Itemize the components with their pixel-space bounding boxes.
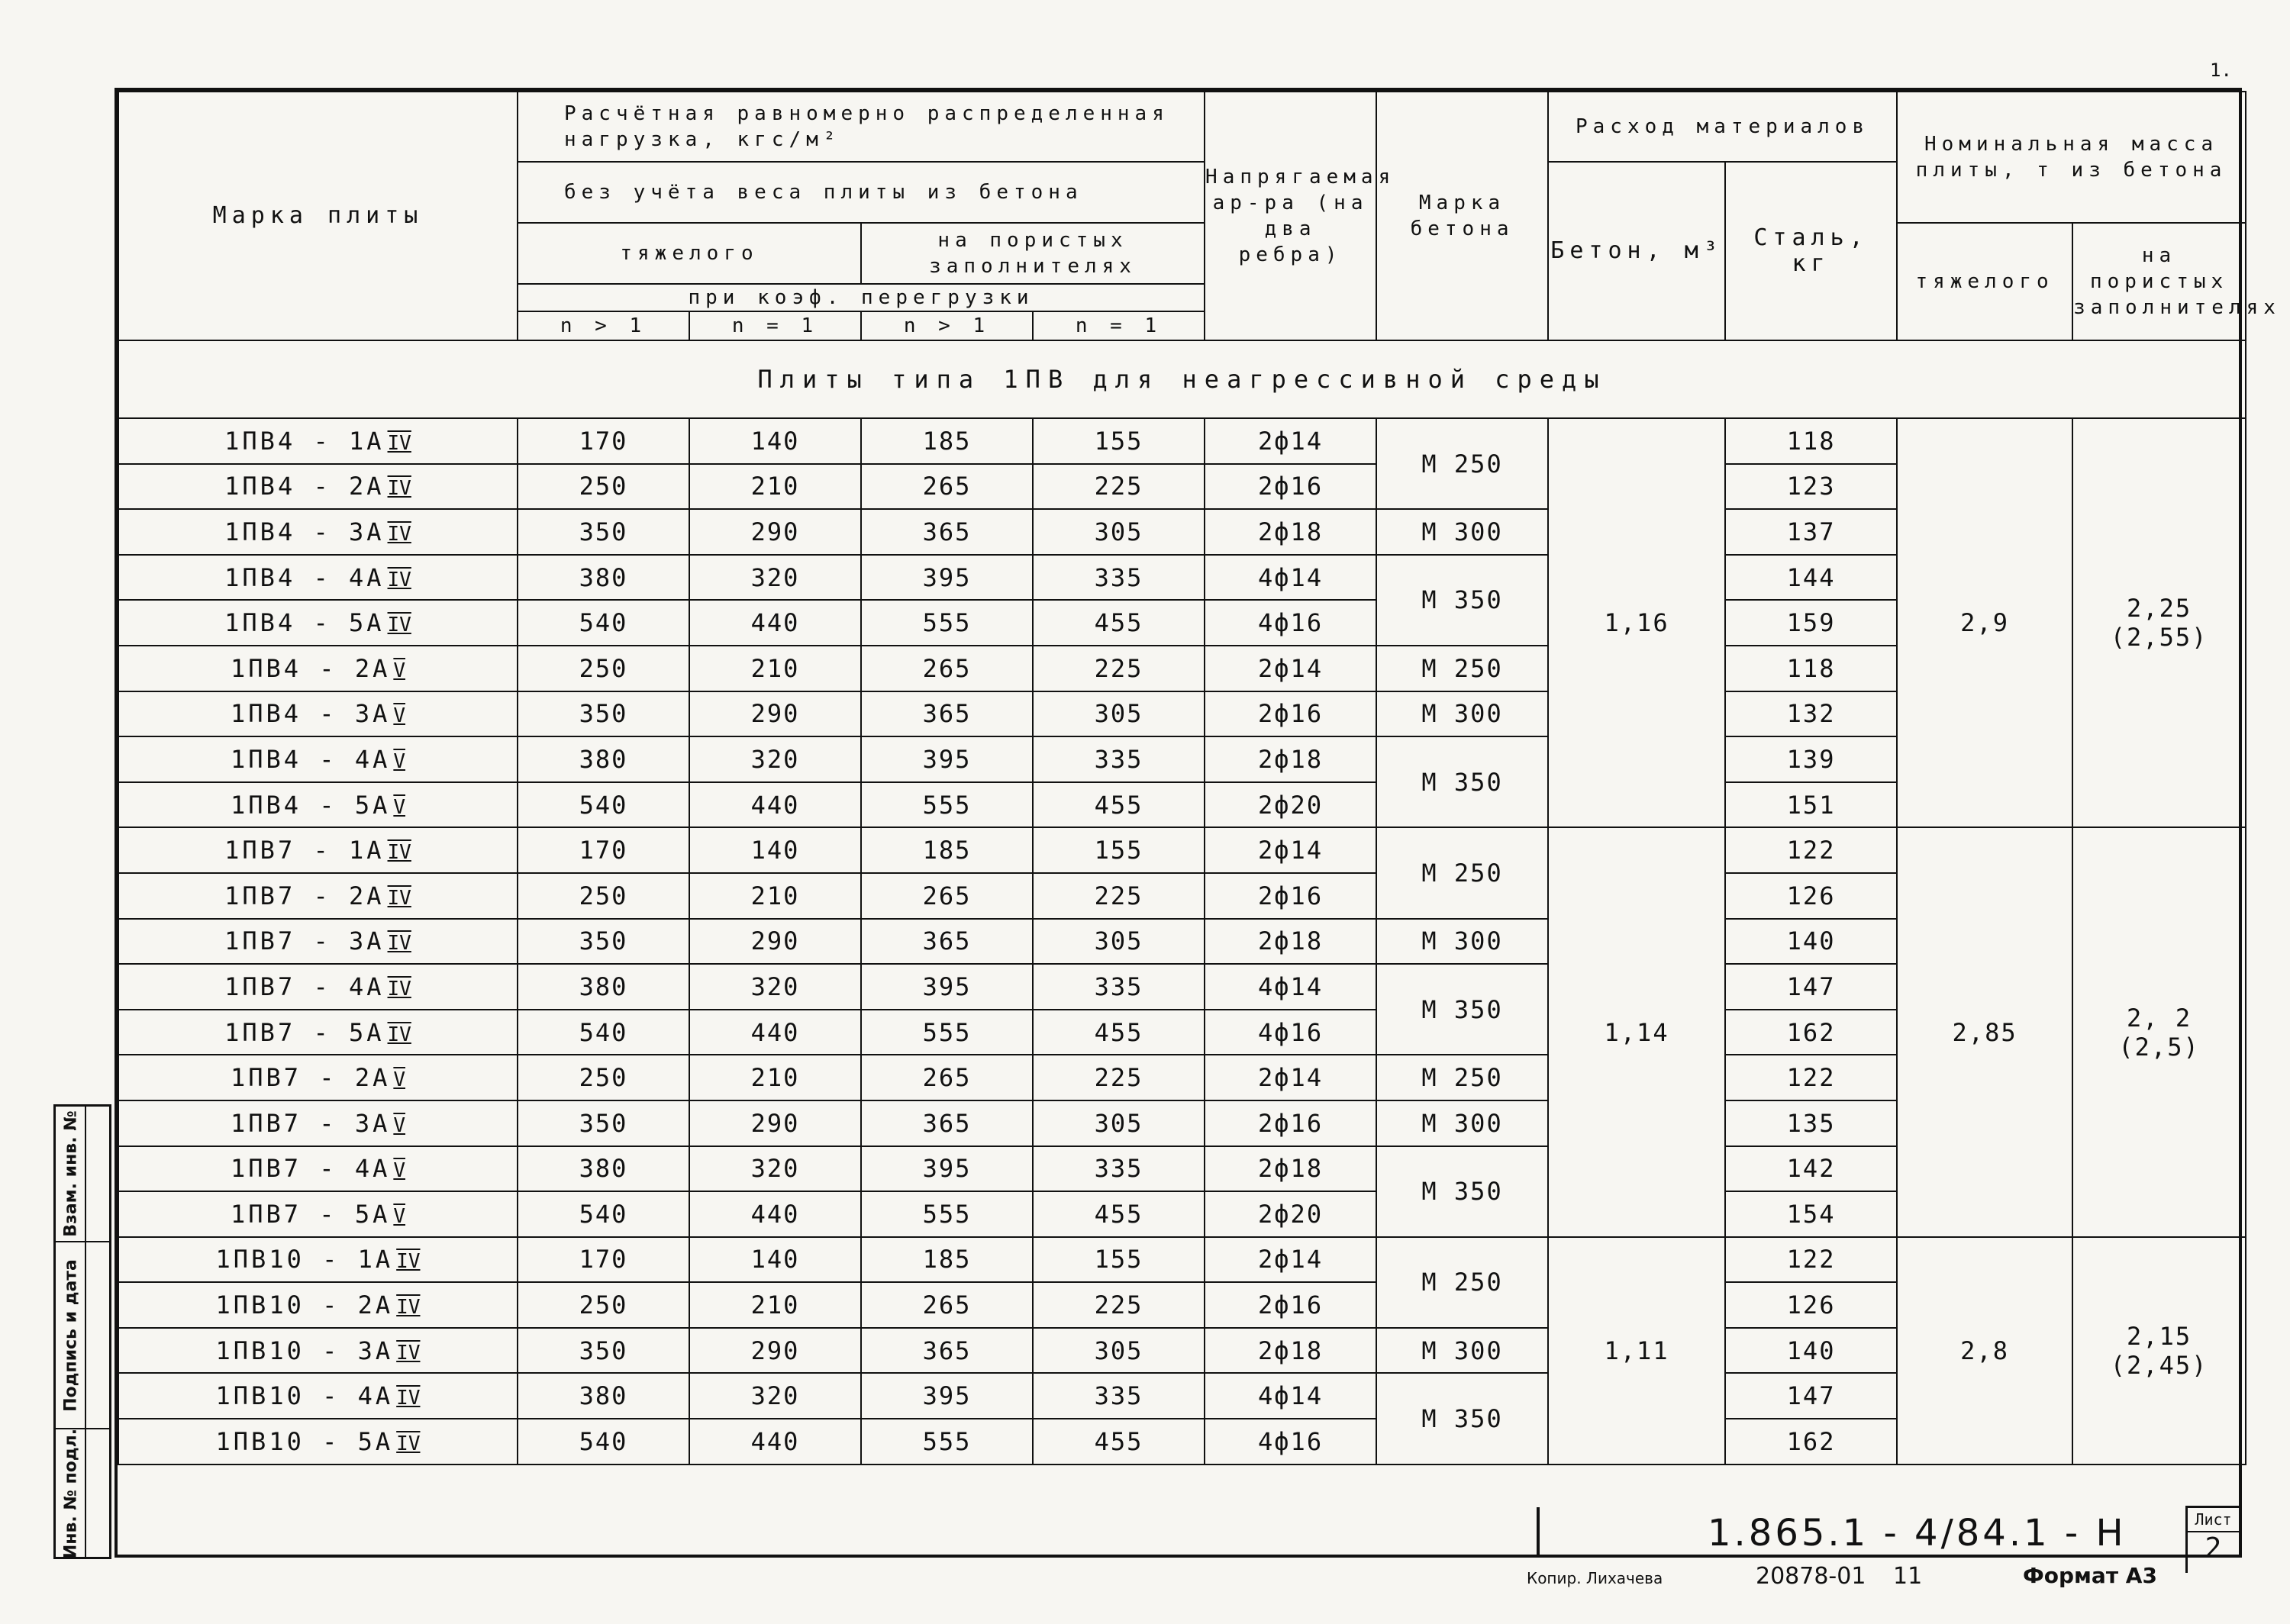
- plate-mark: [118, 509, 518, 555]
- mass-porous-alt: (2,55): [2110, 623, 2208, 652]
- load-porous-n-eq1: 335: [1033, 1373, 1205, 1419]
- steel-class: IV: [387, 568, 411, 591]
- load-heavy-n-gt1: 380: [518, 555, 689, 601]
- concrete-grade: М 300: [1376, 691, 1548, 737]
- footer-num: 11: [1893, 1563, 1923, 1590]
- steel-class: V: [393, 1159, 406, 1183]
- load-heavy-n-eq1: 210: [689, 1055, 861, 1100]
- mass-porous: [2072, 827, 2246, 1236]
- load-heavy-n-gt1: 350: [518, 691, 689, 737]
- steel-class: IV: [387, 932, 411, 955]
- load-porous-n-eq1: 335: [1033, 555, 1205, 601]
- load-porous-n-gt1: 555: [861, 600, 1033, 646]
- approval-sidebar: [53, 1104, 111, 1559]
- load-porous-n-gt1: 365: [861, 919, 1033, 965]
- load-heavy-n-eq1: 210: [689, 873, 861, 919]
- load-porous-n-gt1: 365: [861, 1328, 1033, 1374]
- load-porous-n-eq1: 305: [1033, 691, 1205, 737]
- steel-mass: 118: [1725, 418, 1897, 464]
- rebar: 2ф18: [1205, 1328, 1376, 1374]
- rebar: 2ф16: [1205, 691, 1376, 737]
- steel-class: V: [393, 1204, 406, 1228]
- steel-mass: 151: [1725, 782, 1897, 828]
- mass-porous-value: 2, 2: [2127, 1003, 2192, 1033]
- load-porous-n-gt1: 185: [861, 418, 1033, 464]
- col-header-marka: Марка плиты: [118, 92, 518, 340]
- load-heavy-n-eq1: 290: [689, 919, 861, 965]
- plate-mark-text: 1ПВ4 - 2А: [230, 653, 391, 683]
- steel-class: IV: [387, 841, 411, 865]
- steel-class: IV: [396, 1296, 421, 1320]
- steel-mass: 126: [1725, 873, 1897, 919]
- load-porous-n-gt1: 555: [861, 1419, 1033, 1464]
- steel-mass: 140: [1725, 919, 1897, 965]
- load-porous-n-gt1: 265: [861, 646, 1033, 691]
- plate-mark-text: 1ПВ10 - 3А: [215, 1336, 394, 1365]
- load-porous-n-eq1: 335: [1033, 964, 1205, 1010]
- load-porous-n-gt1: 395: [861, 964, 1033, 1010]
- plate-mark: [118, 736, 518, 782]
- plate-mark-text: 1ПВ4 - 5А: [224, 608, 385, 638]
- steel-mass: 126: [1725, 1282, 1897, 1328]
- load-porous-n-eq1: 455: [1033, 782, 1205, 828]
- load-heavy-n-eq1: 440: [689, 1191, 861, 1237]
- load-porous-n-gt1: 555: [861, 1010, 1033, 1055]
- col-header-steel: Сталь, кг: [1725, 162, 1897, 340]
- plate-mark-text: 1ПВ7 - 4А: [230, 1154, 391, 1184]
- col-header-coef: при коэф. перегрузки: [518, 284, 1205, 311]
- load-porous-n-gt1: 395: [861, 1373, 1033, 1419]
- load-porous-n-eq1: 455: [1033, 1191, 1205, 1237]
- mass-porous-alt: (2,5): [2118, 1032, 2200, 1062]
- load-heavy-n-gt1: 540: [518, 782, 689, 828]
- concrete-grade: М 250: [1376, 1237, 1548, 1328]
- table-row: [118, 418, 2246, 464]
- load-heavy-n-eq1: 210: [689, 646, 861, 691]
- load-heavy-n-gt1: 540: [518, 1419, 689, 1464]
- rebar: 2ф14: [1205, 827, 1376, 873]
- slab-spec-table: [118, 91, 2281, 1465]
- rebar: 2ф16: [1205, 1100, 1376, 1146]
- load-heavy-n-gt1: 350: [518, 1100, 689, 1146]
- load-porous-n-eq1: 335: [1033, 1146, 1205, 1192]
- footer-format: Формат А3: [2023, 1563, 2157, 1588]
- load-heavy-n-gt1: 350: [518, 509, 689, 555]
- plate-mark: [118, 1373, 518, 1419]
- steel-class: IV: [396, 1432, 421, 1455]
- sidebar-cell-inv: [56, 1428, 109, 1558]
- steel-mass: 132: [1725, 691, 1897, 737]
- plate-mark: [118, 1055, 518, 1100]
- mass-heavy: 2,8: [1897, 1237, 2072, 1464]
- load-heavy-n-gt1: 380: [518, 736, 689, 782]
- plate-mark-text: 1ПВ4 - 2А: [224, 472, 385, 501]
- rebar: 2ф16: [1205, 873, 1376, 919]
- steel-class: V: [393, 659, 406, 682]
- load-porous-n-gt1: 365: [861, 691, 1033, 737]
- sheet-number: 2: [2205, 1532, 2222, 1564]
- load-porous-n-eq1: 305: [1033, 1100, 1205, 1146]
- footer: [1527, 1563, 2214, 1593]
- sheet-label: Лист: [2188, 1508, 2239, 1532]
- plate-mark-text: 1ПВ10 - 2А: [215, 1290, 394, 1320]
- concrete-grade: М 250: [1376, 1055, 1548, 1100]
- load-porous-n-eq1: 155: [1033, 418, 1205, 464]
- col-header-concrete: Бетон, м³: [1548, 162, 1725, 340]
- steel-class: IV: [387, 477, 411, 501]
- col-header-load-sub: без учёта веса плиты из бетона: [518, 162, 1205, 223]
- load-porous-n-gt1: 185: [861, 1237, 1033, 1283]
- plate-mark: [118, 1237, 518, 1283]
- load-heavy-n-gt1: 250: [518, 464, 689, 510]
- load-heavy-n-gt1: 170: [518, 418, 689, 464]
- plate-mark: [118, 1191, 518, 1237]
- plate-mark: [118, 964, 518, 1010]
- plate-mark: [118, 1328, 518, 1374]
- table-row: [118, 827, 2246, 873]
- steel-class: V: [393, 795, 406, 819]
- load-heavy-n-eq1: 440: [689, 600, 861, 646]
- plate-mark: [118, 782, 518, 828]
- load-heavy-n-eq1: 140: [689, 1237, 861, 1283]
- plate-mark: [118, 464, 518, 510]
- plate-mark: [118, 646, 518, 691]
- steel-class: IV: [396, 1387, 421, 1410]
- load-porous-n-gt1: 265: [861, 464, 1033, 510]
- steel-class: V: [393, 1113, 406, 1137]
- rebar: 2ф14: [1205, 418, 1376, 464]
- load-heavy-n-eq1: 210: [689, 1282, 861, 1328]
- col-header-grade: Марка бетона: [1376, 92, 1548, 340]
- steel-class: IV: [387, 614, 411, 637]
- load-porous-n-eq1: 225: [1033, 646, 1205, 691]
- plate-mark-text: 1ПВ7 - 3А: [224, 926, 385, 956]
- mass-porous-alt: (2,45): [2110, 1350, 2208, 1380]
- rebar: 2ф20: [1205, 782, 1376, 828]
- rebar: 2ф16: [1205, 464, 1376, 510]
- load-heavy-n-eq1: 290: [689, 1328, 861, 1374]
- load-porous-n-eq1: 225: [1033, 1282, 1205, 1328]
- steel-mass: 147: [1725, 1373, 1897, 1419]
- doc-number-box: [1537, 1507, 2239, 1564]
- plate-mark-text: 1ПВ4 - 4А: [230, 744, 391, 774]
- plate-mark-text: 1ПВ4 - 4А: [224, 562, 385, 592]
- rebar: 2ф14: [1205, 646, 1376, 691]
- steel-class: IV: [387, 886, 411, 910]
- steel-class: IV: [387, 431, 411, 455]
- mass-heavy: 2,9: [1897, 418, 2072, 827]
- steel-mass: 154: [1725, 1191, 1897, 1237]
- load-heavy-n-eq1: 290: [689, 509, 861, 555]
- drawing-sheet: [114, 88, 2281, 1564]
- col-header-mass-porous: на пористых заполнителях: [2072, 223, 2246, 340]
- rebar: 2ф14: [1205, 1237, 1376, 1283]
- concrete-grade: М 350: [1376, 1146, 1548, 1237]
- concrete-grade: М 300: [1376, 509, 1548, 555]
- load-porous-n-eq1: 335: [1033, 736, 1205, 782]
- plate-mark: [118, 418, 518, 464]
- steel-mass: 162: [1725, 1010, 1897, 1055]
- plate-mark: [118, 1010, 518, 1055]
- load-heavy-n-gt1: 250: [518, 873, 689, 919]
- plate-mark-text: 1ПВ7 - 2А: [230, 1063, 391, 1093]
- load-porous-n-eq1: 455: [1033, 1010, 1205, 1055]
- load-heavy-n-gt1: 250: [518, 1282, 689, 1328]
- load-heavy-n-gt1: 170: [518, 1237, 689, 1283]
- concrete-grade: М 350: [1376, 1373, 1548, 1464]
- col-header-rebar: Напрягаемая ар-ра (на два ребра): [1205, 92, 1376, 340]
- sidebar-label-podpis: Подпись и дата: [61, 1258, 81, 1412]
- mass-porous-value: 2,25: [2127, 594, 2192, 624]
- mass-porous: [2072, 418, 2246, 827]
- mass-heavy: 2,85: [1897, 827, 2072, 1236]
- load-porous-n-eq1: 155: [1033, 1237, 1205, 1283]
- footer-copied: Копир. Лихачева: [1527, 1569, 1663, 1587]
- plate-mark: [118, 691, 518, 737]
- plate-mark-text: 1ПВ7 - 4А: [224, 972, 385, 1001]
- steel-class: IV: [387, 1023, 411, 1046]
- section-title: Плиты типа 1ПВ для неагрессивной среды: [118, 340, 2246, 418]
- load-porous-n-gt1: 395: [861, 736, 1033, 782]
- plate-mark-text: 1ПВ4 - 5А: [230, 790, 391, 820]
- steel-mass: 139: [1725, 736, 1897, 782]
- load-heavy-n-gt1: 350: [518, 919, 689, 965]
- load-heavy-n-eq1: 320: [689, 555, 861, 601]
- load-heavy-n-eq1: 210: [689, 464, 861, 510]
- col-header-heavy: тяжелого: [518, 223, 861, 284]
- load-porous-n-gt1: 365: [861, 509, 1033, 555]
- load-heavy-n-eq1: 320: [689, 1146, 861, 1192]
- plate-mark-text: 1ПВ7 - 3А: [230, 1108, 391, 1138]
- load-heavy-n-eq1: 440: [689, 1419, 861, 1464]
- col-header-n-eq1-porous: n = 1: [1033, 311, 1205, 340]
- sidebar-cell-vzam: [56, 1107, 109, 1241]
- rebar: 4ф14: [1205, 964, 1376, 1010]
- concrete-grade: М 250: [1376, 827, 1548, 918]
- rebar: 4ф14: [1205, 1373, 1376, 1419]
- load-porous-n-eq1: 305: [1033, 1328, 1205, 1374]
- load-heavy-n-eq1: 440: [689, 782, 861, 828]
- concrete-grade: М 350: [1376, 736, 1548, 827]
- plate-mark: [118, 600, 518, 646]
- load-heavy-n-gt1: 250: [518, 1055, 689, 1100]
- table-row: [118, 1237, 2246, 1283]
- rebar: 4ф16: [1205, 1010, 1376, 1055]
- load-heavy-n-gt1: 350: [518, 1328, 689, 1374]
- load-heavy-n-eq1: 320: [689, 964, 861, 1010]
- plate-mark-text: 1ПВ4 - 1А: [224, 426, 385, 456]
- steel-class: V: [393, 749, 406, 773]
- load-porous-n-gt1: 395: [861, 555, 1033, 601]
- rebar: 4ф16: [1205, 600, 1376, 646]
- load-heavy-n-eq1: 320: [689, 1373, 861, 1419]
- steel-class: V: [393, 1068, 406, 1092]
- plate-mark-text: 1ПВ7 - 5А: [224, 1017, 385, 1047]
- load-heavy-n-gt1: 380: [518, 1373, 689, 1419]
- steel-mass: 122: [1725, 1237, 1897, 1283]
- concrete-grade: М 250: [1376, 646, 1548, 691]
- steel-mass: 122: [1725, 1055, 1897, 1100]
- col-header-load: Расчётная равномерно распределенная нагрузка, кгс/м²: [518, 92, 1205, 162]
- load-porous-n-gt1: 395: [861, 1146, 1033, 1192]
- rebar: 2ф16: [1205, 1282, 1376, 1328]
- steel-mass: 159: [1725, 600, 1897, 646]
- plate-mark-text: 1ПВ10 - 4А: [215, 1381, 394, 1411]
- concrete-grade: М 350: [1376, 964, 1548, 1055]
- rebar: 4ф14: [1205, 555, 1376, 601]
- plate-mark: [118, 1419, 518, 1464]
- steel-class: IV: [396, 1341, 421, 1365]
- load-heavy-n-gt1: 380: [518, 964, 689, 1010]
- rebar: 2ф18: [1205, 736, 1376, 782]
- load-porous-n-gt1: 265: [861, 1055, 1033, 1100]
- col-header-mass-heavy: тяжелого: [1897, 223, 2072, 340]
- steel-mass: 147: [1725, 964, 1897, 1010]
- concrete-grade: М 250: [1376, 418, 1548, 509]
- load-porous-n-gt1: 555: [861, 782, 1033, 828]
- load-porous-n-gt1: 365: [861, 1100, 1033, 1146]
- steel-mass: 123: [1725, 464, 1897, 510]
- plate-mark-text: 1ПВ4 - 3А: [230, 699, 391, 729]
- load-heavy-n-gt1: 250: [518, 646, 689, 691]
- plate-mark-text: 1ПВ10 - 5А: [215, 1426, 394, 1456]
- load-heavy-n-eq1: 290: [689, 691, 861, 737]
- col-header-n-gt1-porous: n > 1: [861, 311, 1033, 340]
- rebar: 2ф18: [1205, 509, 1376, 555]
- rebar: 2ф18: [1205, 919, 1376, 965]
- steel-mass: 142: [1725, 1146, 1897, 1192]
- doc-number: 1.865.1 - 4/84.1 - Н: [1708, 1512, 2127, 1555]
- sidebar-label-vzam: Взам. инв. №: [61, 1110, 81, 1237]
- plate-mark: [118, 1282, 518, 1328]
- load-porous-n-gt1: 555: [861, 1191, 1033, 1237]
- plate-mark: [118, 827, 518, 873]
- load-heavy-n-gt1: 540: [518, 1191, 689, 1237]
- plate-mark: [118, 1100, 518, 1146]
- load-heavy-n-eq1: 140: [689, 418, 861, 464]
- plate-mark-text: 1ПВ7 - 2А: [224, 881, 385, 910]
- concrete-volume: 1,14: [1548, 827, 1725, 1236]
- load-porous-n-eq1: 225: [1033, 1055, 1205, 1100]
- plate-mark-text: 1ПВ7 - 5А: [230, 1199, 391, 1229]
- sidebar-cell-podpis: [56, 1241, 109, 1428]
- load-heavy-n-eq1: 140: [689, 827, 861, 873]
- steel-class: IV: [396, 1250, 421, 1274]
- load-porous-n-eq1: 455: [1033, 600, 1205, 646]
- steel-mass: 144: [1725, 555, 1897, 601]
- plate-mark-text: 1ПВ10 - 1А: [215, 1245, 394, 1274]
- sidebar-label-inv: Инв. № подл.: [61, 1428, 81, 1559]
- steel-mass: 137: [1725, 509, 1897, 555]
- rebar: 2ф18: [1205, 1146, 1376, 1192]
- title-block: [118, 1507, 2239, 1564]
- load-porous-n-eq1: 225: [1033, 464, 1205, 510]
- concrete-grade: М 350: [1376, 555, 1548, 646]
- load-heavy-n-gt1: 170: [518, 827, 689, 873]
- load-porous-n-gt1: 265: [861, 1282, 1033, 1328]
- rebar: 2ф20: [1205, 1191, 1376, 1237]
- load-porous-n-eq1: 455: [1033, 1419, 1205, 1464]
- plate-mark: [118, 919, 518, 965]
- mass-porous: [2072, 1237, 2246, 1464]
- steel-mass: 162: [1725, 1419, 1897, 1464]
- corner-mark: 1.: [2210, 60, 2232, 81]
- col-header-materials: Расход материалов: [1548, 92, 1897, 162]
- steel-mass: 135: [1725, 1100, 1897, 1146]
- steel-mass: 118: [1725, 646, 1897, 691]
- concrete-grade: М 300: [1376, 919, 1548, 965]
- load-porous-n-gt1: 185: [861, 827, 1033, 873]
- steel-mass: 140: [1725, 1328, 1897, 1374]
- load-porous-n-eq1: 155: [1033, 827, 1205, 873]
- load-heavy-n-gt1: 380: [518, 1146, 689, 1192]
- load-porous-n-eq1: 225: [1033, 873, 1205, 919]
- load-heavy-n-eq1: 440: [689, 1010, 861, 1055]
- load-heavy-n-gt1: 540: [518, 600, 689, 646]
- steel-class: IV: [387, 522, 411, 546]
- steel-class: V: [393, 704, 406, 728]
- load-porous-n-eq1: 305: [1033, 919, 1205, 965]
- col-header-n-eq1-heavy: n = 1: [689, 311, 861, 340]
- plate-mark: [118, 1146, 518, 1192]
- col-header-n-gt1-heavy: n > 1: [518, 311, 689, 340]
- concrete-grade: М 300: [1376, 1100, 1548, 1146]
- steel-mass: 122: [1725, 827, 1897, 873]
- rebar: 2ф14: [1205, 1055, 1376, 1100]
- concrete-grade: М 300: [1376, 1328, 1548, 1374]
- load-heavy-n-gt1: 540: [518, 1010, 689, 1055]
- concrete-volume: 1,16: [1548, 418, 1725, 827]
- steel-class: IV: [387, 977, 411, 1000]
- plate-mark-text: 1ПВ4 - 3А: [224, 517, 385, 546]
- concrete-volume: 1,11: [1548, 1237, 1725, 1464]
- footer-order: 20878-01: [1756, 1563, 1866, 1590]
- plate-mark-text: 1ПВ7 - 1А: [224, 836, 385, 865]
- col-header-mass: Номинальная масса плиты, т из бетона: [1897, 92, 2246, 223]
- load-heavy-n-eq1: 320: [689, 736, 861, 782]
- rebar: 4ф16: [1205, 1419, 1376, 1464]
- load-porous-n-gt1: 265: [861, 873, 1033, 919]
- load-porous-n-eq1: 305: [1033, 509, 1205, 555]
- load-heavy-n-eq1: 290: [689, 1100, 861, 1146]
- plate-mark: [118, 873, 518, 919]
- mass-porous-value: 2,15: [2127, 1321, 2192, 1351]
- col-header-porous: на пористых заполнителях: [861, 223, 1205, 284]
- plate-mark: [118, 555, 518, 601]
